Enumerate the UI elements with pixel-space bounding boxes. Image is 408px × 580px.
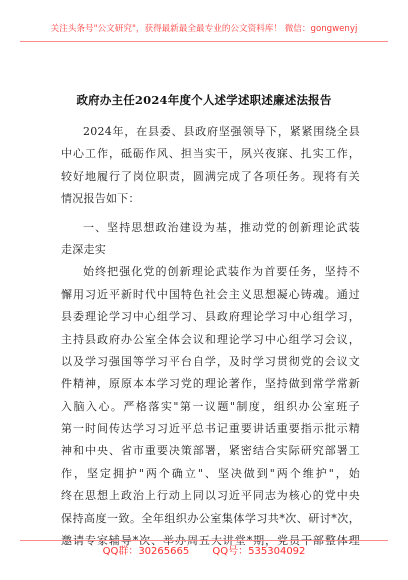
document-title: 政府办主任2024年度个人述学述职述廉述法报告 [76, 93, 332, 107]
section-heading [61, 217, 360, 262]
paragraph-intro [61, 121, 360, 211]
footer-qq-number: QQ号：535304092 [212, 546, 306, 557]
text-line: 懈用习近平新时代中国特色社会主义思想凝心铸魂。通过 [61, 287, 360, 301]
text-line: 情况报告如下： [61, 192, 140, 206]
text-line: 中心工作，砥砺作风、担当实干，夙兴夜寐、扎实工作， [61, 147, 360, 161]
header-banner: 关注头条号"公文研究"，获得最新最全最专业的公文资料库！ 微信：gongwenyj [50, 24, 358, 34]
text-line: 第一时间传达学习习近平总书记重要讲话重要指示批示精 [61, 422, 360, 436]
paragraph-body [61, 261, 360, 552]
text-line: 保持高度一致。全年组织办公室集体学习共*次、研讨*次， [61, 511, 360, 525]
text-line: 邀请专家辅导*次、举办周五大讲堂*期，党员干部整体理 [61, 534, 360, 548]
text-line: 作，坚定拥护"两个确立"、坚决做到"两个维护"，始 [61, 466, 360, 480]
text-line: 以及学习强国等学习平台自学，及时学习贯彻党的会议文 [61, 354, 360, 368]
text-line: 一、坚持思想政治建设为基，推动党的创新理论武装 [83, 220, 360, 234]
text-line: 较好地履行了岗位职责，圆满完成了各项任务。现将有关 [61, 169, 360, 183]
document-body [61, 121, 360, 552]
text-line: 县委理论学习中心组学习、县政府理论学习中心组学习， [61, 310, 360, 324]
text-line: 始终把强化党的创新理论武装作为首要任务，坚持不 [83, 265, 360, 279]
footer-divider [20, 540, 388, 541]
text-line: 入脑入心。严格落实"第一议题"制度，组织办公室班子 [61, 399, 360, 413]
text-line: 件精神，原原本本学习党的理论著作，坚持做到常学常新 [61, 377, 360, 391]
text-line: 主持县政府办公室全体会议和理论学习中心组学习会议， [61, 332, 360, 346]
text-line: 终在思想上政治上行动上同以习近平同志为核心的党中央 [61, 489, 360, 503]
footer-banner [20, 544, 388, 560]
text-line: 神和中央、省市重要决策部署，紧密结合实际研究部署工 [61, 444, 360, 458]
footer-qq-group: QQ群：30265665 [102, 546, 190, 557]
text-line: 走深走实 [61, 242, 106, 256]
header-divider [20, 41, 388, 42]
text-line: 2024年，在县委、县政府坚强领导下，紧紧围绕全县 [83, 125, 360, 138]
